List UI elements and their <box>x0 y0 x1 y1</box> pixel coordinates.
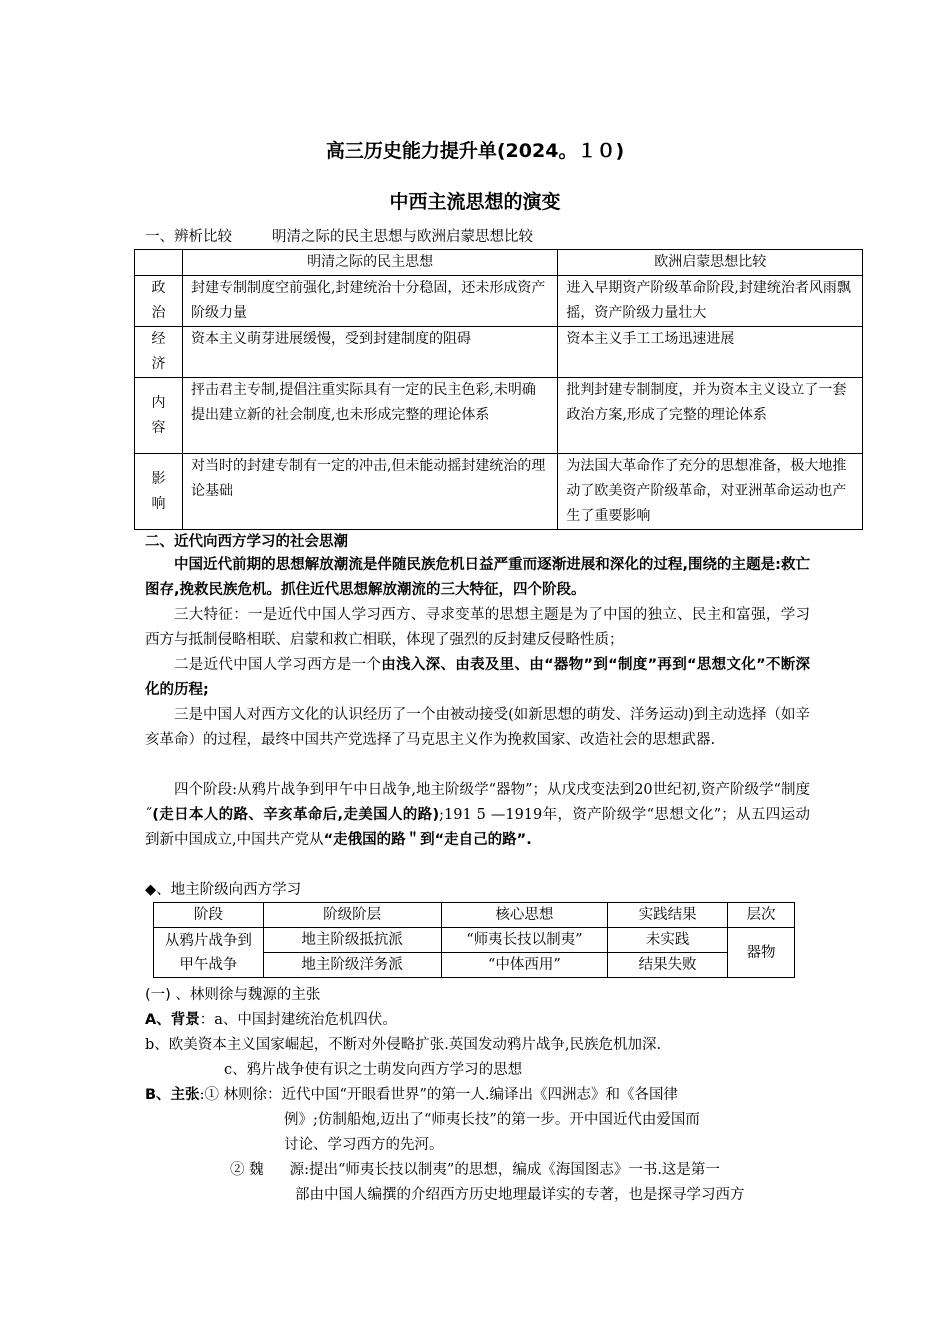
header-stage: 阶段 <box>154 903 264 928</box>
paragraph-5-emphasis-2: “走俄国的路＂到“走自己的路”. <box>323 832 532 848</box>
section3-heading: ◆、地主阶级向西方学习 <box>145 882 302 898</box>
section2-paragraph-4: 三是中国人对西方文化的认识经历了一个由被动接受(如新思想的萌发、洋务运动)到主动选择（如辛亥革命）的过程，最终中国共产党选择了马克思主义作为挽救国家、改造社会的思想武器. <box>145 707 810 748</box>
paragraph-1-text: 中国近代前期的思想解放潮流是伴随民族危机日益严重而逐渐进展和深化的过程,围绕的主题是:救亡图存,挽救民族危机。抓住近代思想解放潮流的三大特征，四个阶段。 <box>145 557 810 598</box>
table-row <box>135 327 863 378</box>
row-label-economy: 经 济 <box>135 327 183 378</box>
claim-2-number: ② 魏 <box>230 1162 264 1178</box>
class-cell: 地主阶级洋务派 <box>263 953 441 978</box>
comparison-table <box>134 249 863 530</box>
row-label-content: 内 容 <box>135 378 183 454</box>
cell-right: 资本主义手工工场迅速进展 <box>558 327 863 378</box>
table-row <box>154 928 795 953</box>
claim-line-2: 例》;仿制船炮,迈出了“师夷长技”的第一步。开中国近代由爱国而 <box>284 1112 700 1128</box>
table-row <box>135 454 863 530</box>
table-row <box>135 378 863 454</box>
doc-title: 高三历史能力提升单(2024。１０) <box>325 140 625 162</box>
cell-left: 抨击君主专制,提倡注重实际具有一定的民主色彩,未明确提出建立新的社会制度,也未形成完整的理论体系 <box>182 378 557 454</box>
background-line-c: c、鸦片战争使有识之士萌发向西方学习的思想 <box>224 1062 523 1078</box>
section1-heading-text: 一、辨析比较 <box>145 229 232 245</box>
doc-subtitle: 中西主流思想的演变 <box>389 191 561 213</box>
cell-left: 封建专制制度空前强化,封建统治十分稳固，还未形成资产阶级力量 <box>182 276 557 327</box>
col-header-ming-qing: 明清之际的民主思想 <box>182 250 557 276</box>
table-header-row <box>154 903 795 928</box>
idea-cell: “师夷长技以制夷” <box>441 928 608 953</box>
header-result: 实践结果 <box>608 903 728 928</box>
background-label: A、背景 <box>145 1012 200 1028</box>
section2-paragraph-1 <box>145 553 810 603</box>
section2-paragraph-2: 三大特征：一是近代中国人学习西方、寻求变革的思想主题是为了中国的独立、民主和富强，学习西方与抵制侵略相联、启蒙和救亡相联，体现了强烈的反封建反侵略性质； <box>145 607 810 648</box>
section2-paragraph-5: 四个阶段:从鸦片战争到甲午中日战争,地主阶级学“器物”；从戊戌变法到20世纪初,资产阶级学“制度˝(走日本人的路、辛亥革命后,走美国人的路);191 5 —1919年，资产阶级学“思想文化”；从五四运动到新中国成立,中国共产党从“走俄国的路＂到“走自己的路”. <box>145 782 810 848</box>
table-header-row <box>135 250 863 276</box>
cell-right: 为法国大革命作了充分的思想准备，极大地推动了欧美资产阶级革命，对亚洲革命运动也产生了重要影响 <box>558 454 863 530</box>
table-corner-cell <box>135 250 183 276</box>
section2-paragraph-3: 二是近代中国人学习西方是一个由浅入深、由表及里、由“器物”到“制度”再到“思想文化”不断深化的历程; <box>145 657 811 698</box>
header-class: 阶级阶层 <box>263 903 441 928</box>
claim-2-line-1: ② 魏 源:提出“师夷长技以制夷”的思想，编成《海国图志》一书.这是第一 <box>230 1162 720 1178</box>
row-label-impact: 影 响 <box>135 454 183 530</box>
row-label-politics: 政 治 <box>135 276 183 327</box>
result-cell: 未实践 <box>608 928 728 953</box>
background-line-b: b、欧美资本主义国家崛起，不断对外侵略扩张.英国发动鸦片战争,民族危机加深. <box>145 1037 662 1053</box>
header-level: 层次 <box>728 903 795 928</box>
paragraph-3-emphasis: 由浅入深、由表及里、由“器物”到“制度”再到“思想文化”不断深化的历程; <box>145 657 811 698</box>
result-cell: 结果失败 <box>608 953 728 978</box>
table-row <box>135 276 863 327</box>
col-header-europe: 欧洲启蒙思想比较 <box>558 250 863 276</box>
claim-2-line-2: 部由中国人编撰的介绍西方历史地理最详实的专著，也是探寻学习西方 <box>295 1187 745 1203</box>
section2-heading: 二、近代向西方学习的社会思潮 <box>145 534 348 550</box>
claim-label: B、主张 <box>145 1087 200 1103</box>
section4-heading: (一) 、林则徐与魏源的主张 <box>145 987 321 1003</box>
claim-line-1: B、主张:① 林则徐：近代中国“开眼看世界”的第一人.编译出《四洲志》和《各国律 <box>145 1087 678 1103</box>
cell-left: 资本主义萌芽进展缓慢，受到封建制度的阻碍 <box>182 327 557 378</box>
class-cell: 地主阶级抵抗派 <box>263 928 441 953</box>
header-idea: 核心思想 <box>441 903 608 928</box>
cell-right: 进入早期资产阶级革命阶段,封建统治者风雨飘摇，资产阶级力量壮大 <box>558 276 863 327</box>
cell-left: 对当时的封建专制有一定的冲击,但未能动摇封建统治的理论基础 <box>182 454 557 530</box>
idea-cell: “中体西用” <box>441 953 608 978</box>
section1-heading-sub: 明清之际的民主思想与欧洲启蒙思想比较 <box>272 229 533 245</box>
landlord-class-table <box>153 902 795 978</box>
background-line-a: A、背景：a、中国封建统治危机四伏。 <box>145 1012 397 1028</box>
section1-heading <box>145 225 533 249</box>
claim-line-3: 讨论、学习西方的先河。 <box>284 1137 444 1153</box>
level-cell: 器物 <box>728 928 795 978</box>
cell-right: 批判封建专制制度，并为资本主义设立了一套政治方案,形成了完整的理论体系 <box>558 378 863 454</box>
paragraph-5-emphasis-1: (走日本人的路、辛亥革命后,走美国人的路) <box>152 807 440 823</box>
stage-cell: 从鸦片战争到 甲午战争 <box>154 928 264 978</box>
